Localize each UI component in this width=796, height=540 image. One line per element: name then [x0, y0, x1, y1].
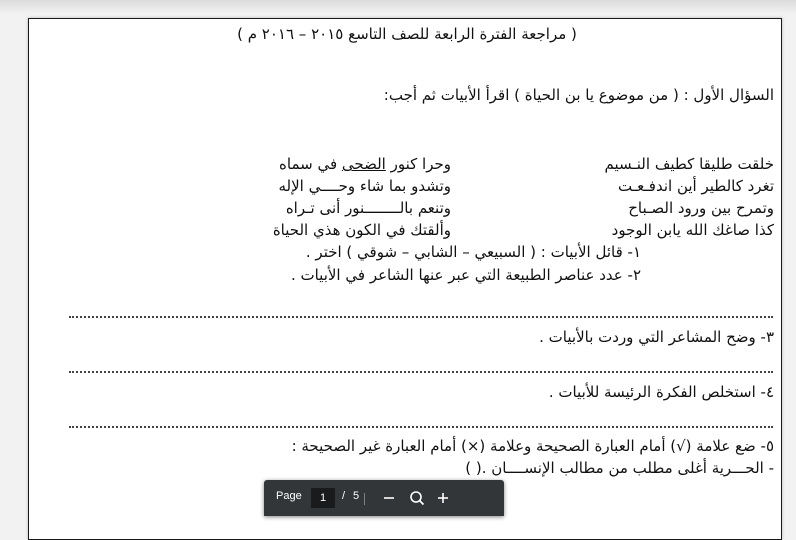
poem-line-1-second-half — [279, 155, 451, 173]
poem-line-1-second-half-start: وحرا كنور — [385, 155, 451, 173]
answer-dotted-line — [69, 316, 773, 320]
question-1-item-5-statement: - الحـــرية أغلى مطلب من مطالب الإنســــان .( ) — [465, 459, 774, 477]
document-page — [28, 18, 782, 540]
pdf-viewer-toolbar — [264, 480, 504, 516]
poem-line-2-second-half: وتشدو بما شاء وحــــي الإله — [278, 177, 451, 195]
question-1-item-2: ٢- عدد عناصر الطبيعة التي عبر عنها الشاعر في الأبيات . — [290, 266, 641, 284]
poem-line-4-second-half: وألقتك في الكون هذي الحياة — [272, 221, 451, 239]
question-1-item-4: ٤- استخلص الفكرة الرئيسة للأبيات . — [548, 383, 774, 401]
document-title: ( مراجعة الفترة الرابعة للصف التاسع ٢٠١٥ – ٢٠١٦ م ) — [237, 25, 577, 43]
question-1-item-5: ٥- ضع علامة (√) أمام العبارة الصحيحة وعلامة (×) أمام العبارة غير الصحيحة : — [291, 437, 774, 455]
zoom-button[interactable] — [404, 486, 430, 510]
answer-dotted-line — [69, 426, 773, 430]
poem-line-1-first-half: خلقت طليقا كطيف النـسيم — [604, 155, 774, 173]
question-1-heading: السؤال الأول : ( من موضوع يا بن الحياة ) اقرأ الأبيات ثم أجب: — [383, 86, 774, 104]
current-page-input[interactable]: 1 — [311, 488, 335, 508]
page-separator: / — [342, 490, 346, 502]
poem-line-3-first-half: وتمرح بين ورود الصـباح — [628, 199, 774, 217]
minus-icon — [376, 486, 402, 510]
underlined-word: الضحى — [341, 155, 386, 173]
viewer-top-shadow — [0, 0, 796, 14]
poem-line-1-second-half-end: في سماه — [279, 155, 342, 173]
question-1-item-1: ١- قائل الأبيات : ( السبيعي – الشابي – شوقي ) اختر . — [305, 243, 641, 261]
zoom-in-button[interactable] — [430, 486, 456, 510]
magnifier-icon — [404, 486, 430, 510]
answer-dotted-line — [69, 371, 773, 375]
plus-icon — [430, 486, 456, 510]
poem-line-4-first-half: كذا صاغك الله يابن الوجود — [611, 221, 774, 239]
zoom-out-button[interactable] — [376, 486, 402, 510]
total-pages: 5 — [353, 490, 360, 502]
page-label: Page — [276, 490, 302, 502]
poem-line-2-first-half: تغرد كالطير أين اندفـعـت — [618, 177, 774, 195]
toolbar-divider — [364, 493, 365, 505]
question-1-item-3: ٣- وضح المشاعر التي وردت بالأبيات . — [539, 328, 774, 346]
poem-line-3-second-half: وتنعم بالــــــــنور أنى تـراه — [285, 199, 451, 217]
